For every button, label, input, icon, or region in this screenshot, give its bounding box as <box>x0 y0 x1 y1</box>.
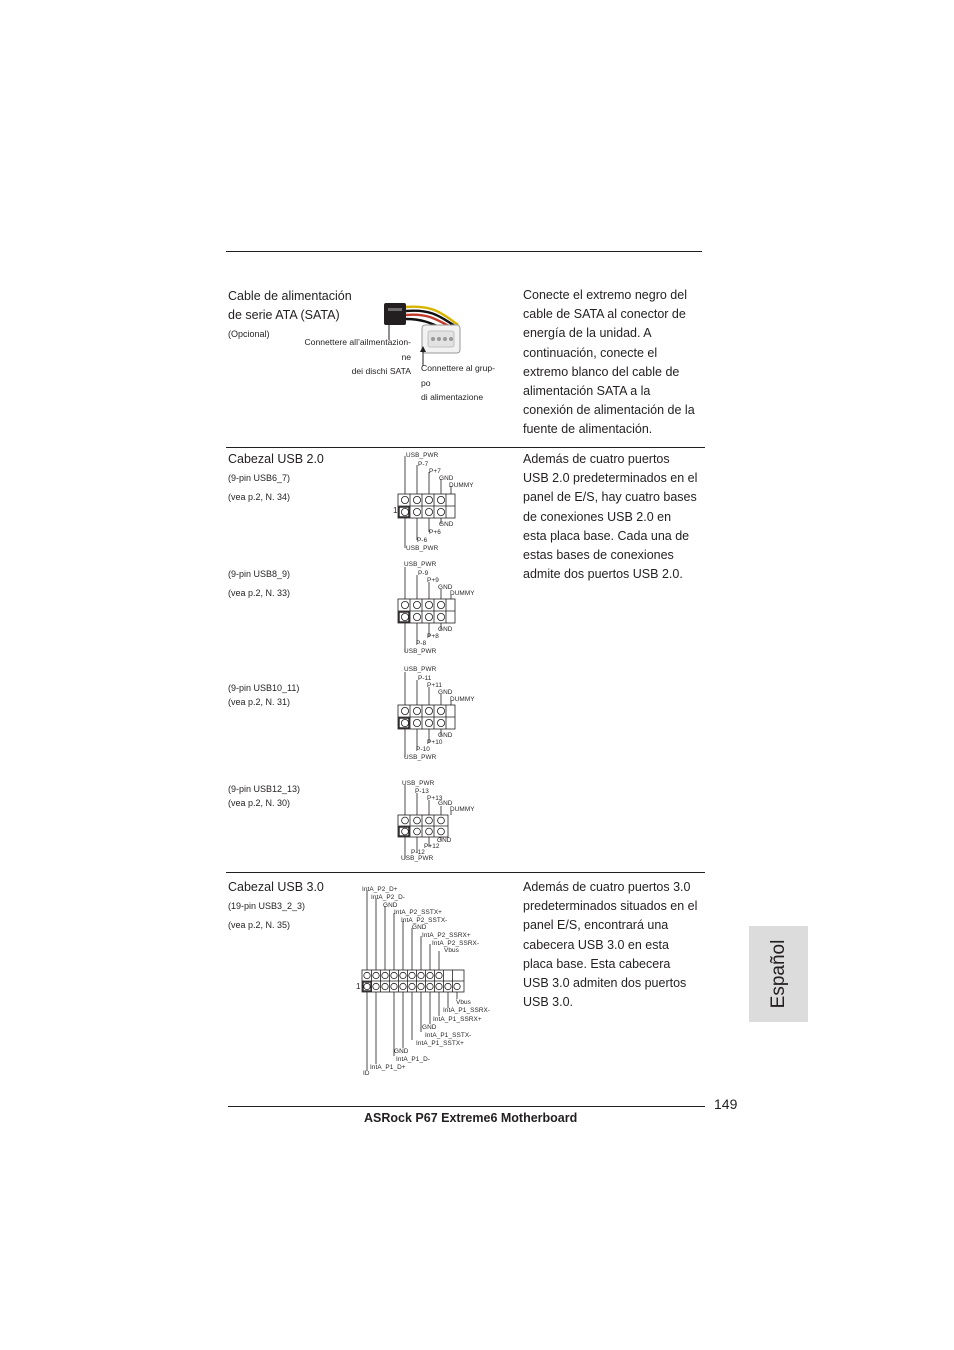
pin-label: GND <box>438 626 453 633</box>
pin-label: P-7 <box>418 461 429 468</box>
pin-label: IntA_P2_SSRX+ <box>422 932 471 939</box>
pin-label: IntA_P1_D- <box>396 1056 431 1063</box>
pin-label: IntA_P2_SSTX- <box>401 917 448 924</box>
section-rule-2 <box>226 872 705 873</box>
pin-label: DUMMY <box>450 590 475 597</box>
pin-label: P-13 <box>415 788 429 795</box>
pin-label: P-12 <box>411 849 425 856</box>
usb3-description: Además de cuatro puertos 3.0 predeterminados situados en el panel E/S, encontrará una cabecera USB 3.0 en esta placa base. Esta cabecera USB 3.0 admiten dos puertos USB 3.0. <box>523 880 698 1010</box>
pin-label: DUMMY <box>450 696 475 703</box>
page-number: 149 <box>714 1096 738 1112</box>
pin-label: GND <box>383 902 398 909</box>
usb2-header1-see: (vea p.2, N. 34) <box>228 492 291 502</box>
pin-label: USB_PWR <box>404 666 437 673</box>
usb2-header3-pin: (9-pin USB10_11) <box>228 683 300 693</box>
pin-label: P+7 <box>429 468 441 475</box>
sata-caption-left: Connettere all’ailmentazion- ne dei dischi SATA <box>304 337 411 376</box>
usb3-see: (vea p.2, N. 35) <box>228 920 291 930</box>
usb2-header2-diagram <box>394 560 484 660</box>
pin-label: IntA_P2_D- <box>371 894 406 901</box>
pin-label: Vbus <box>444 947 459 954</box>
pin-label: Vbus <box>456 999 471 1006</box>
pin-label: USB_PWR <box>404 561 437 568</box>
usb2-title: Cabezal USB 2.0 <box>228 452 324 466</box>
usb2-header3-diagram <box>394 665 484 765</box>
usb2-header4-diagram <box>394 778 484 868</box>
pin-label: IntA_P1_SSRX+ <box>433 1016 482 1023</box>
sata-description: Conecte el extremo negro del cable de SATA al conector de energía de la unidad. A continuación, conecte el extremo blanco del cable de alimentación SATA a la conexión de alimentación de la fuente de alimentación. <box>523 288 695 437</box>
pin-label: IntA_P2_SSRX- <box>432 940 480 947</box>
pin-label: P+8 <box>427 633 439 640</box>
pin-label: GND <box>438 732 453 739</box>
usb3-title: Cabezal USB 3.0 <box>228 880 324 894</box>
usb2-header1-diagram <box>394 452 484 554</box>
usb3-header-diagram <box>356 882 506 1078</box>
pin-label: GND <box>439 475 454 482</box>
usb3-pin: (19-pin USB3_2_3) <box>228 901 306 911</box>
footer-product-name: ASRock P67 Extreme6 Motherboard <box>364 1111 578 1125</box>
pin-label: P+11 <box>427 682 443 689</box>
pin-label: USB_PWR <box>404 754 437 761</box>
pin-label: GND <box>438 584 453 591</box>
pin-label: IntA_P1_SSTX- <box>425 1032 472 1039</box>
usb2-header2-see: (vea p.2, N. 33) <box>228 588 291 598</box>
pin-label: IntA_P1_SSTX+ <box>416 1040 465 1047</box>
language-tab-label: Español <box>767 939 789 1009</box>
pin-label: USB_PWR <box>404 648 437 655</box>
pin-label: USB_PWR <box>406 452 439 459</box>
usb2-header4-see: (vea p.2, N. 30) <box>228 798 291 808</box>
usb2-header2-pin: (9-pin USB8_9) <box>228 569 291 579</box>
pin-label: GND <box>412 924 427 931</box>
pin-label: P+9 <box>427 577 439 584</box>
usb2-header3-see: (vea p.2, N. 31) <box>228 697 291 707</box>
sata-optional: (Opcional) <box>228 329 270 339</box>
pin-label: ID <box>363 1070 370 1077</box>
pin-label: DUMMY <box>450 806 475 813</box>
usb2-header4-pin: (9-pin USB12_13) <box>228 784 301 794</box>
usb3-pin1: 1 <box>356 982 361 991</box>
usb2-header1-pin1: 1 <box>393 506 398 515</box>
pin-label: IntA_P2_D+ <box>362 886 398 893</box>
pin-label: IntA_P1_D+ <box>370 1064 406 1071</box>
pin-label: DUMMY <box>449 482 474 489</box>
sata-title-line1: Cable de alimentación <box>228 289 352 303</box>
pin-label: GND <box>438 689 453 696</box>
pin-label: P-6 <box>417 537 428 544</box>
usb2-header2-pins <box>394 560 484 660</box>
pin-label: P+12 <box>424 843 440 850</box>
pin-label: P+13 <box>427 795 443 802</box>
pin-label: P+10 <box>427 739 443 746</box>
usb2-header3-pins <box>394 665 484 765</box>
pin-label: P-10 <box>416 746 430 753</box>
pin-label: IntA_P2_SSTX+ <box>394 909 443 916</box>
usb2-description: Además de cuatro puertos USB 2.0 predeterminados en el panel de E/S, hay cuatro bases de conexiones USB 2.0 en esta placa base. Cada una de estas bases de conexiones admite dos puertos USB 2.0. <box>523 452 698 582</box>
sata-caption-right: Connettere al grup- po di alimentazione <box>421 363 496 402</box>
pin-label: USB_PWR <box>402 780 435 787</box>
pin-label: IntA_P1_SSRX- <box>443 1007 491 1014</box>
top-rule <box>226 251 702 252</box>
footer-rule <box>228 1106 705 1107</box>
section-rule-1 <box>226 447 705 448</box>
pin-label: P-8 <box>416 640 427 647</box>
sata-title-line2: de serie ATA (SATA) <box>228 308 340 322</box>
pin-label: GND <box>438 800 453 807</box>
pin-label: P+6 <box>429 529 441 536</box>
pin-label: USB_PWR <box>406 545 439 552</box>
pin-label: P-9 <box>418 570 429 577</box>
language-tab <box>749 926 808 1022</box>
usb2-header1-pin: (9-pin USB6_7) <box>228 473 291 483</box>
pin-label: GND <box>439 521 454 528</box>
pin-label: GND <box>394 1048 409 1055</box>
pin-label: P-11 <box>418 675 432 682</box>
pin-label: GND <box>437 837 452 844</box>
pin-label: GND <box>422 1024 437 1031</box>
pin-label: USB_PWR <box>401 855 434 862</box>
